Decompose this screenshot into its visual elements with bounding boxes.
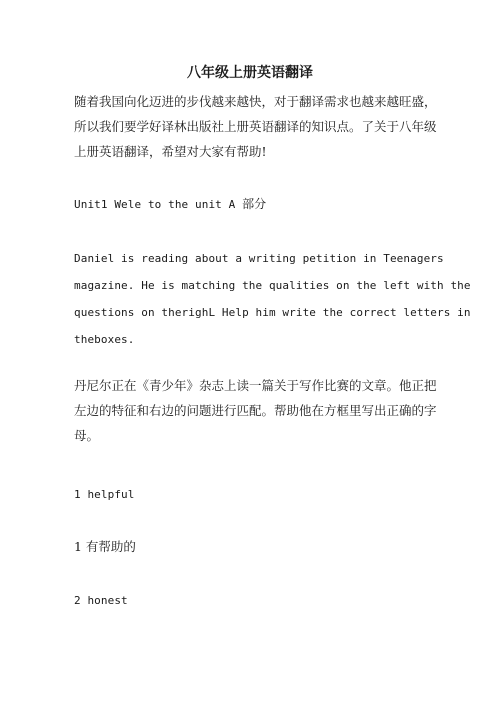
chinese-line: 母。 — [74, 428, 100, 443]
list-item-text: 1 有帮助的 — [74, 539, 136, 554]
intro-paragraph — [74, 89, 437, 164]
list-item-text: 1 helpful — [74, 488, 135, 501]
list-item — [74, 587, 128, 614]
english-line: Daniel is reading about a writing petition in Teenagers — [74, 252, 444, 265]
unit-heading-text: Unit1 Wele to the unit A — [74, 198, 236, 211]
english-line: magazine. He is matching the qualities on the left with the — [74, 279, 471, 292]
intro-line: 上册英语翻译，希望对大家有帮助! — [74, 144, 267, 159]
chinese-line: 丹尼尔正在《青少年》杂志上读一篇关于写作比赛的文章。他正把 — [74, 378, 437, 393]
intro-line: 所以我们要学好译林出版社上册英语翻译的知识点。了关于八年级 — [74, 119, 437, 134]
document-title: 八年级上册英语翻译 — [187, 65, 313, 81]
list-item — [74, 537, 136, 557]
english-line: questions on therighL Help him write the correct letters in — [74, 306, 471, 319]
chinese-line: 左边的特征和右边的问题进行匹配。帮助他在方框里写出正确的字 — [74, 403, 437, 418]
chinese-paragraph — [74, 373, 437, 448]
unit-heading — [74, 191, 266, 218]
english-paragraph — [74, 245, 471, 353]
english-line: theboxes. — [74, 333, 135, 346]
intro-line: 随着我国向化迈进的步伐越来越快，对于翻译需求也越来越旺盛， — [74, 94, 437, 109]
list-item — [74, 481, 135, 508]
list-item-text: 2 honest — [74, 594, 128, 607]
unit-heading-suffix: 部分 — [242, 197, 267, 211]
